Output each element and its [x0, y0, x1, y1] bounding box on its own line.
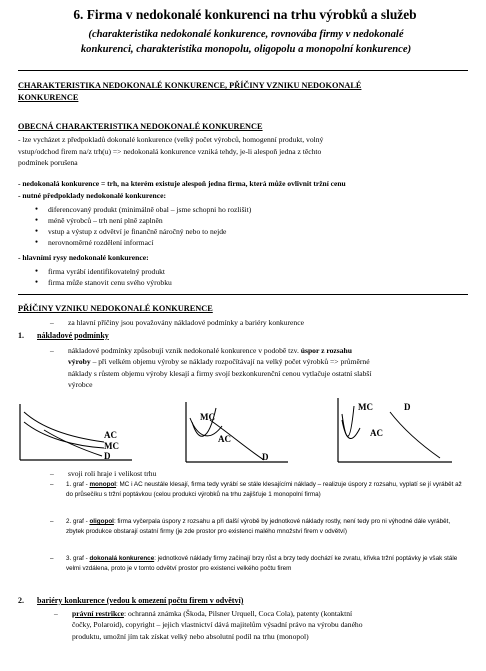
obecna-p1-line-1: - lze vycházet z předpokladů dokonalé konkurence (velký počet výrobců, homogenní produkt, volný	[18, 135, 324, 144]
list-item: ● diferencovaný produkt (minimálně obal – jsme schopni ho rozlišit)	[18, 204, 468, 215]
list-item: ● firma vyrábí identifikovatelný produkt	[18, 266, 468, 277]
d-label: D	[404, 402, 411, 412]
item-1-text-f: výrobce	[68, 380, 93, 390]
priciny-heading: PŘÍČINY VZNIKU NEDOKONALÉ KONKURENCE	[18, 304, 213, 313]
legal-restrictions-line-2: čočky, Polaroid), copyright – jejich vlastnictví dává majitelům výsadní právo na výrobu daného	[72, 620, 363, 630]
obecna-paragraph-4: - hlavními rysy nedokonalé konkurence:	[18, 253, 149, 262]
item-1-text-e: náklady s růstem objemu výroby klesají a firmy svojí bezkonkurenční cenou vytlačuje ostatní slabší	[68, 368, 372, 378]
ac-label: AC	[370, 428, 383, 438]
section-heading-line-1: CHARAKTERISTIKA NEDOKONALÉ KONKURENCE, PŘÍČINY VZNIKU NEDOKONALÉ	[18, 81, 362, 90]
obecna-paragraph-2: - nedokonalá konkurence = trh, na kterém existuje alespoň jedna firma, která může ovlivnit tržní cenu	[18, 179, 346, 188]
legal-restrictions-line-3: produktu, umožní jím tak získat velký nebo absolutní podíl na trhu (monopol)	[72, 631, 309, 641]
graph-note-number: 1. graf -	[66, 481, 88, 488]
market-size-text: svoji roli hraje i velikost trhu	[68, 469, 157, 478]
item-1-text-d: – při velkém objemu výroby se náklady rozpočítávají na velký počet výrobků => průměrné	[92, 357, 370, 367]
page-subtitle	[18, 27, 474, 57]
main-features-list	[18, 266, 468, 288]
dash-marker: –	[54, 609, 58, 618]
graph-note-1	[50, 480, 466, 499]
mc-curve	[342, 406, 354, 436]
item-1-text-a: nákladové podmínky způsobují vznik nedokonalé konkurence v podobě tzv.	[68, 346, 299, 355]
d-curve	[44, 430, 102, 456]
graph-note-text: : MC i AC neustále klesají, firma tedy vyrábí se stále klesajícími náklady – realizuje úspory z rozsahu, vyplatí se jí vyrábět až do průsečíku s tržní poptávkou (celou produkci výrobků na trhu zajišťuje 1 monopolní firma)	[66, 481, 462, 498]
d-label: D	[262, 452, 269, 462]
dash-marker: –	[50, 346, 54, 355]
graph-note-2	[50, 517, 466, 536]
mc-label: MC	[358, 402, 373, 412]
graph-note-text: : jednotkové náklady firmy začínají brzy růst a brzy tedy dochází ke zvratu, křivka tržní poptávky je však stále velmi vzdálena, proto je v tomto odvětví prostor pro existenci velkého počtu firem	[66, 555, 458, 572]
mc-label: MC	[104, 441, 119, 451]
item-1-text-c: výroby	[68, 357, 91, 367]
legal-restrictions	[54, 608, 468, 642]
bullet-marker: –	[50, 518, 54, 525]
graph-note-text: : firma vyčerpala úspory z rozsahu a při další výrobě by jednotkové náklady rostly, není tedy pro ni výhodné dále vyrábět, zbytek produkce obstarají ostatní firmy (je zde prostor pro existenci malého množství firem v odvětví)	[66, 518, 451, 535]
d-curve	[390, 412, 440, 458]
graph-note-number: 3. graf -	[66, 555, 88, 562]
d-label: D	[104, 451, 111, 461]
item-1-title: nákladové podmínky	[37, 331, 109, 340]
obecna-p1-line-3: podmínek porušena	[18, 158, 78, 168]
graph-oligopoly	[180, 398, 290, 475]
graph-note-number: 2. graf -	[66, 518, 88, 525]
graph-perfect-competition	[334, 394, 454, 473]
subtitle-line-1: (charakteristika nedokonalé konkurence, rovnovába firmy v nedokonalé	[88, 29, 404, 40]
list-item: ● nerovnoměrné rozdělení informací	[18, 237, 468, 248]
legal-restrictions-title: právní restrikce	[72, 609, 124, 618]
bullet-marker: –	[50, 555, 54, 562]
legal-restrictions-line-1: : ochranná známka (Škoda, Pilsner Urquell, Coca Cola), patenty (kontaktní	[123, 609, 353, 618]
obecna-paragraph-1	[18, 134, 468, 169]
graph-note-3	[50, 554, 466, 573]
section-heading	[18, 80, 468, 104]
graph-note-name: dokonalá konkurence	[89, 555, 155, 562]
mc-label: MC	[200, 412, 215, 422]
dash-marker: –	[50, 318, 54, 327]
subtitle-line-2: konkurenci, charakteristika monopolu, oligopolu a monopolní konkurence)	[80, 44, 412, 55]
priciny-intro	[50, 317, 304, 328]
list-item: ● méně výrobců – trh není plně zaplněn	[18, 215, 468, 226]
priciny-intro-text: za hlavní příčiny jsou považovány nákladové podmínky a bariéry konkurence	[68, 318, 304, 327]
title-divider	[18, 70, 468, 71]
ac-label: AC	[218, 434, 231, 444]
graph-note-name: monopol	[89, 481, 117, 488]
section-heading-line-2: KONKURENCE	[18, 93, 79, 102]
bullet-marker: –	[50, 481, 54, 488]
item-2-number: 2.	[18, 596, 24, 605]
page-title: 6. Firma v nedokonalé konkurenci na trhu výrobků a služeb	[73, 7, 417, 22]
item-1-text	[50, 345, 468, 391]
dash-marker: –	[50, 469, 54, 478]
list-item: ● firma může stanovit cenu svého výrobku	[18, 277, 468, 288]
item-2-title: bariéry konkurence (vedou k omezení počtu firem v odvětví)	[37, 596, 244, 605]
item-1-number: 1.	[18, 331, 24, 340]
market-size-note	[50, 468, 157, 479]
obecna-p1-line-2: vstup/odchod firem na/z trh(u) => nedokonalá konkurence vzniká tehdy, je-li alespoň jedna z těchto	[18, 146, 322, 156]
graph-note-name: oligopol	[89, 518, 114, 525]
obecna-heading: OBECNÁ CHARAKTERISTIKA NEDOKONALÉ KONKURENCE	[18, 122, 263, 131]
item-1-text-b: úspor z rozsahu	[300, 346, 352, 355]
ac-label: AC	[104, 430, 117, 440]
section-divider	[18, 294, 468, 295]
prerequisites-list	[18, 204, 468, 248]
graph-monopoly	[14, 400, 134, 475]
mc-curve	[24, 422, 104, 448]
obecna-paragraph-3: - nutné předpoklady nedokonalé konkurence:	[18, 191, 166, 200]
ac-curve	[24, 412, 104, 442]
list-item: ● vstup a výstup z odvětví je finančně náročný nebo to nejde	[18, 226, 468, 237]
